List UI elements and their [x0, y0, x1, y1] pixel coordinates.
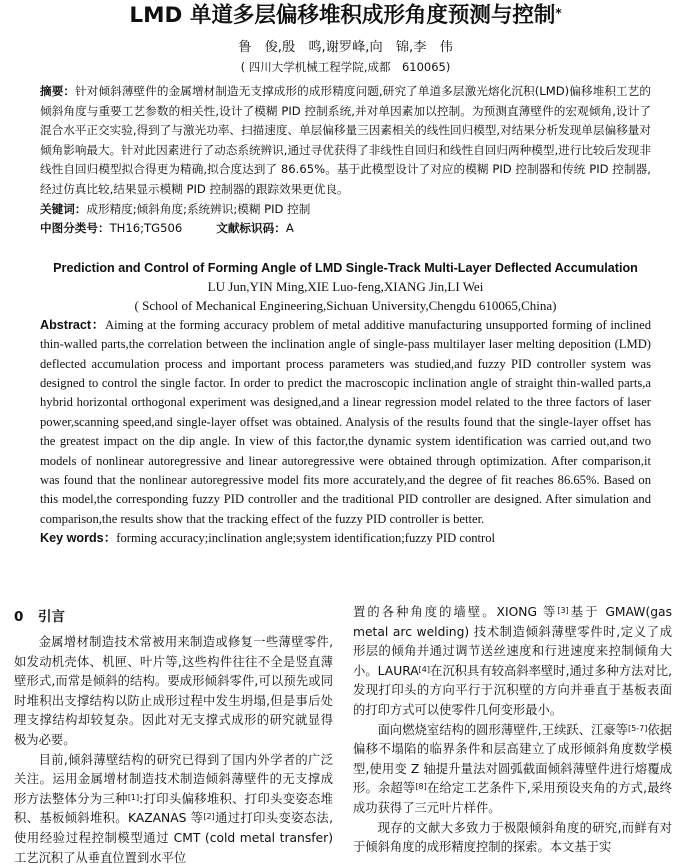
affiliation-en: ( School of Mechanical Engineering,Sichuan University,Chengdu 610065,China): [134, 297, 557, 313]
keywords-en-label: Key words：: [40, 531, 117, 546]
keywords-cn: [40, 200, 651, 220]
citation: [4]: [418, 664, 430, 674]
citation: [1]: [127, 792, 140, 802]
abstract-en: [40, 316, 651, 529]
paragraph: 现存的文献大多致力于极限倾斜角度的研究,而鲜有对于倾斜角度的成形精度控制的探索。本文基于实: [353, 820, 672, 855]
section-heading: [14, 607, 333, 627]
paragraph-text: 基于 GMAW(gas metal arc welding) 技术制造倾斜薄壁零件时,定义了成形层的倾角并通过调节送丝速度和行进速度来控制倾角大小。LAURA: [353, 605, 672, 678]
paragraph: [353, 721, 672, 819]
keywords-en: [40, 529, 651, 548]
paragraph: [353, 603, 672, 721]
paper-title-text: LMD 单道多层偏移堆积成形角度预测与控制: [129, 3, 556, 28]
citation: [3]: [557, 606, 569, 615]
paragraph-text: 通过打印头变姿态法,使用经验过程控制模型通过 CMT (cold metal transfer) 工艺沉积了从垂直位置到水平位: [14, 811, 334, 865]
abstract-en-text: Aiming at the forming accuracy problem of metal additive manufacturing unsupported forming of inclined thin-walled parts,the correlation between the inclination angle of single-pass multilayer laser melting deposition (LMD) deflected accumulation process and important process parameters was studied,and fuzzy PID controller system was designed to control the single factor. In order to predict the macroscopic inclination angle of straight thin-walled parts,a hybrid horizontal orthogonal experiment was designed,and a linear regression model related to the three factors of laser power,scanning speed,and single-layer offset was obtained. Analysis of the results found that the single-layer offset has the greatest impact on the dip angle. In view of this factor,the dynamic system identification was carried out,and two models of nonlinear autoregressive and linear autoregressive were obtained through optimization. After comparison,it was found that the nonlinear autoregressive model fits more accurately,and the degree of fit reaches 86.65%. Based on this model,the corresponding fuzzy PID controller and the traditional PID controller are designed. After simulation and comparison,the results show that the tracking effect of the fuzzy PID controller is better.: [40, 317, 651, 526]
paragraph-text: 面向燃烧室结构的圆形薄壁件,王续跃、江豪等: [377, 722, 629, 737]
body-columns: [14, 603, 672, 865]
paper-title-en: Prediction and Control of Forming Angle of LMD Single-Track Multi-Layer Deflected Accumulation: [53, 260, 638, 275]
paragraph-text: 目前,倾斜薄壁结构的研究已得到了国内外学者的广泛关注。运用金属增材制造技术制造倾斜薄壁件的无支撑成形方法整体分为三种: [14, 752, 333, 806]
citation: [8]: [415, 782, 427, 792]
paragraph-text: 依据偏移不塌陷的临界条件和层高建立了成形倾斜角度数学模型,使用变 Z 轴提升量法对圆弧截面倾斜薄壁件进行熔覆成形。余超等: [353, 722, 672, 796]
body-column-right: [353, 603, 672, 858]
abstract-cn-text: 针对倾斜薄壁件的金属增材制造无支撑成形的成形精度问题,研究了单道多层激光熔化沉积(LMD)偏移堆积工艺的倾斜角度与重要工艺参数的相关性,设计了模糊 PID 控制系统,并对单因素加以控制。为预测直薄壁件的宏观倾角,设计了混合水平正交实验,得到了与激光功率、扫描速度、单层偏移量三因素相关的线性回归模型,对结果分析发现单层偏移量对倾角影响最大。针对此因素进行了动态系统辨识,通过寻优获得了非线性自回归和线性自回归两种模型,进行比较后发现非线性自回归模型拟合得更为精确,拟合度达到了 86.65%。基于此模型设计了对应的模糊 PID 控制器和传统 PID 控制器,经过仿真比较,结果显示模糊 PID 控制器的跟踪效果更优良。: [40, 84, 651, 196]
keywords-en-text: forming accuracy;inclination angle;system identification;fuzzy PID control: [116, 531, 496, 546]
paragraph-text: 置的各种角度的墙壁。XIONG 等: [353, 605, 558, 619]
doc-code-label: 文献标识码：: [216, 221, 286, 236]
abstract-cn-label: 摘要：: [40, 84, 76, 98]
authors-en: LU Jun,YIN Ming,XIE Luo-feng,XIANG Jin,LI Wei: [207, 278, 484, 294]
keywords-cn-text: 成形精度;倾斜角度;系统辨识;模糊 PID 控制: [86, 201, 311, 216]
keywords-cn-label: 关键词：: [40, 201, 87, 216]
paragraph-text: 在给定工艺条件下,采用预设夹角的方式,最终成功获得了三元叶片样件。: [353, 781, 672, 815]
paragraph-text: 在沉积具有较高斜率壁时,通过多种方法对比,发现打印头的方向平行于沉积壁的方向并垂直于基板表面的打印方式可以使零件几何变形最小。: [353, 663, 672, 717]
paragraph: [14, 751, 333, 868]
citation: [2]: [203, 812, 215, 822]
paper-page: [0, 3, 675, 865]
authors-cn: 鲁 俊,殷 鸣,谢罗峰,向 锦,李 伟: [238, 40, 453, 55]
paragraph: 金属增材制造技术常被用来制造或修复一些薄壁零件,如发动机壳体、机匣、叶片等,这些构件往往不全是竖直薄壁形式,而常是倾斜的结构。要成形倾斜零件,可以预先或同时堆积出支撑结构以防止成形过程中发生坍塌,但是事后处理支撑结构却较复杂。因此对无支撑式成形的研究就显得极为必要。: [14, 635, 333, 747]
section-title: 引言: [38, 609, 65, 625]
section-number: 0: [14, 609, 24, 625]
paper-title: [40, 3, 651, 29]
doc-code-value: A: [285, 221, 294, 236]
clc-value: TH16;TG506: [109, 221, 183, 236]
paragraph-text: :打印头偏移堆积、打印头变姿态堆积、基板倾斜堆积。KAZANAS 等: [14, 791, 333, 826]
citation: [5-7]: [628, 723, 648, 733]
title-footnote-mark: *: [555, 6, 562, 20]
abstract-en-label: Abstract：: [40, 317, 105, 332]
classification-row: [40, 219, 651, 239]
abstract-cn: [40, 82, 651, 200]
clc-label: 中图分类号：: [40, 221, 110, 236]
body-column-left: [14, 603, 333, 868]
affiliation-cn: ( 四川大学机械工程学院,成都 610065): [240, 60, 451, 74]
